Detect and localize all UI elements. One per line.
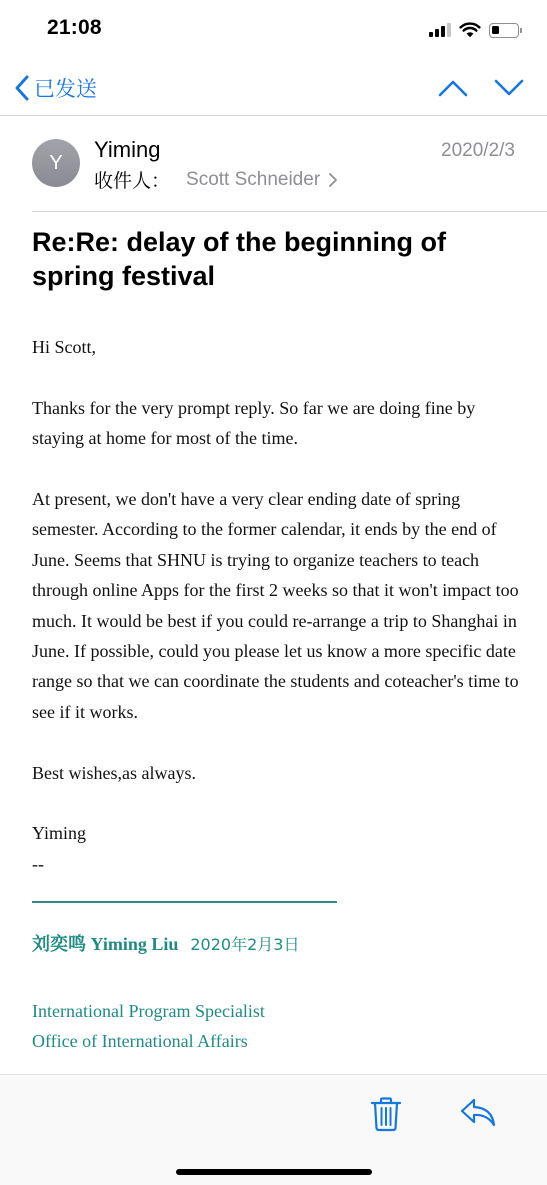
status-time: 21:08 [47,16,102,39]
reply-icon [459,1096,497,1130]
message-navigation [437,72,525,104]
reply-button[interactable] [459,1096,497,1130]
previous-message-button[interactable] [437,72,469,104]
recipient-name[interactable]: Scott Schneider [186,168,321,190]
mail-date: 2020/2/3 [441,140,515,161]
delete-button[interactable] [369,1096,403,1132]
greeting: Hi Scott, [32,337,97,357]
home-indicator[interactable] [176,1169,372,1175]
signature-date: 2020年2月3日 [190,934,300,954]
status-bar [0,0,547,60]
avatar[interactable]: Y [32,139,80,187]
signature-separator: -- [32,853,44,874]
chevron-left-icon [14,74,30,102]
signature-office: Office of International Affairs [32,1031,248,1052]
body-paragraph: At present, we don't have a very clear ending date of spring semester. According to the former calendar, it ends by the end of June. Seems that SHNU is trying to organize teachers to teach through online Apps for the first 2 weeks so that it won't impact too much. It would be best if you could re-arrange a trip to Shanghai in June. If possible, could you please let us know a more specific date range so that we can coordinate the students and coteacher's time to see if it works. [32,489,519,722]
mail-header [0,117,547,212]
recipient-row[interactable] [94,166,338,193]
status-icons [429,20,519,40]
back-button[interactable] [14,72,97,104]
battery-icon [489,23,519,38]
mail-body [32,332,527,1056]
bottom-toolbar [0,1074,547,1185]
next-message-button[interactable] [493,72,525,104]
chevron-right-icon [328,172,338,188]
chevron-up-icon [438,79,468,97]
closing-name: Yiming [32,823,87,844]
trash-icon [369,1096,403,1132]
body-paragraph: Thanks for the very prompt reply. So far we are doing fine by staying at home for most of the time. [32,397,476,449]
signature-header [32,929,527,960]
mail-subject: Re:Re: delay of the beginning of spring festival [32,227,447,291]
nav-bar [0,60,547,116]
signature-divider [32,901,337,903]
back-label: 已发送 [34,77,97,101]
body-paragraph: Best wishes,as always. [32,762,196,783]
wifi-icon [459,22,481,38]
recipient-label: 收件人： [94,170,171,192]
signal-icon [429,23,451,37]
signature-title: International Program Specialist [32,1001,265,1022]
signature-name: 刘奕鸣 Yiming Liu [32,933,179,954]
header-divider [32,211,547,212]
sender-name[interactable]: Yiming [94,137,161,162]
chevron-down-icon [494,79,524,97]
